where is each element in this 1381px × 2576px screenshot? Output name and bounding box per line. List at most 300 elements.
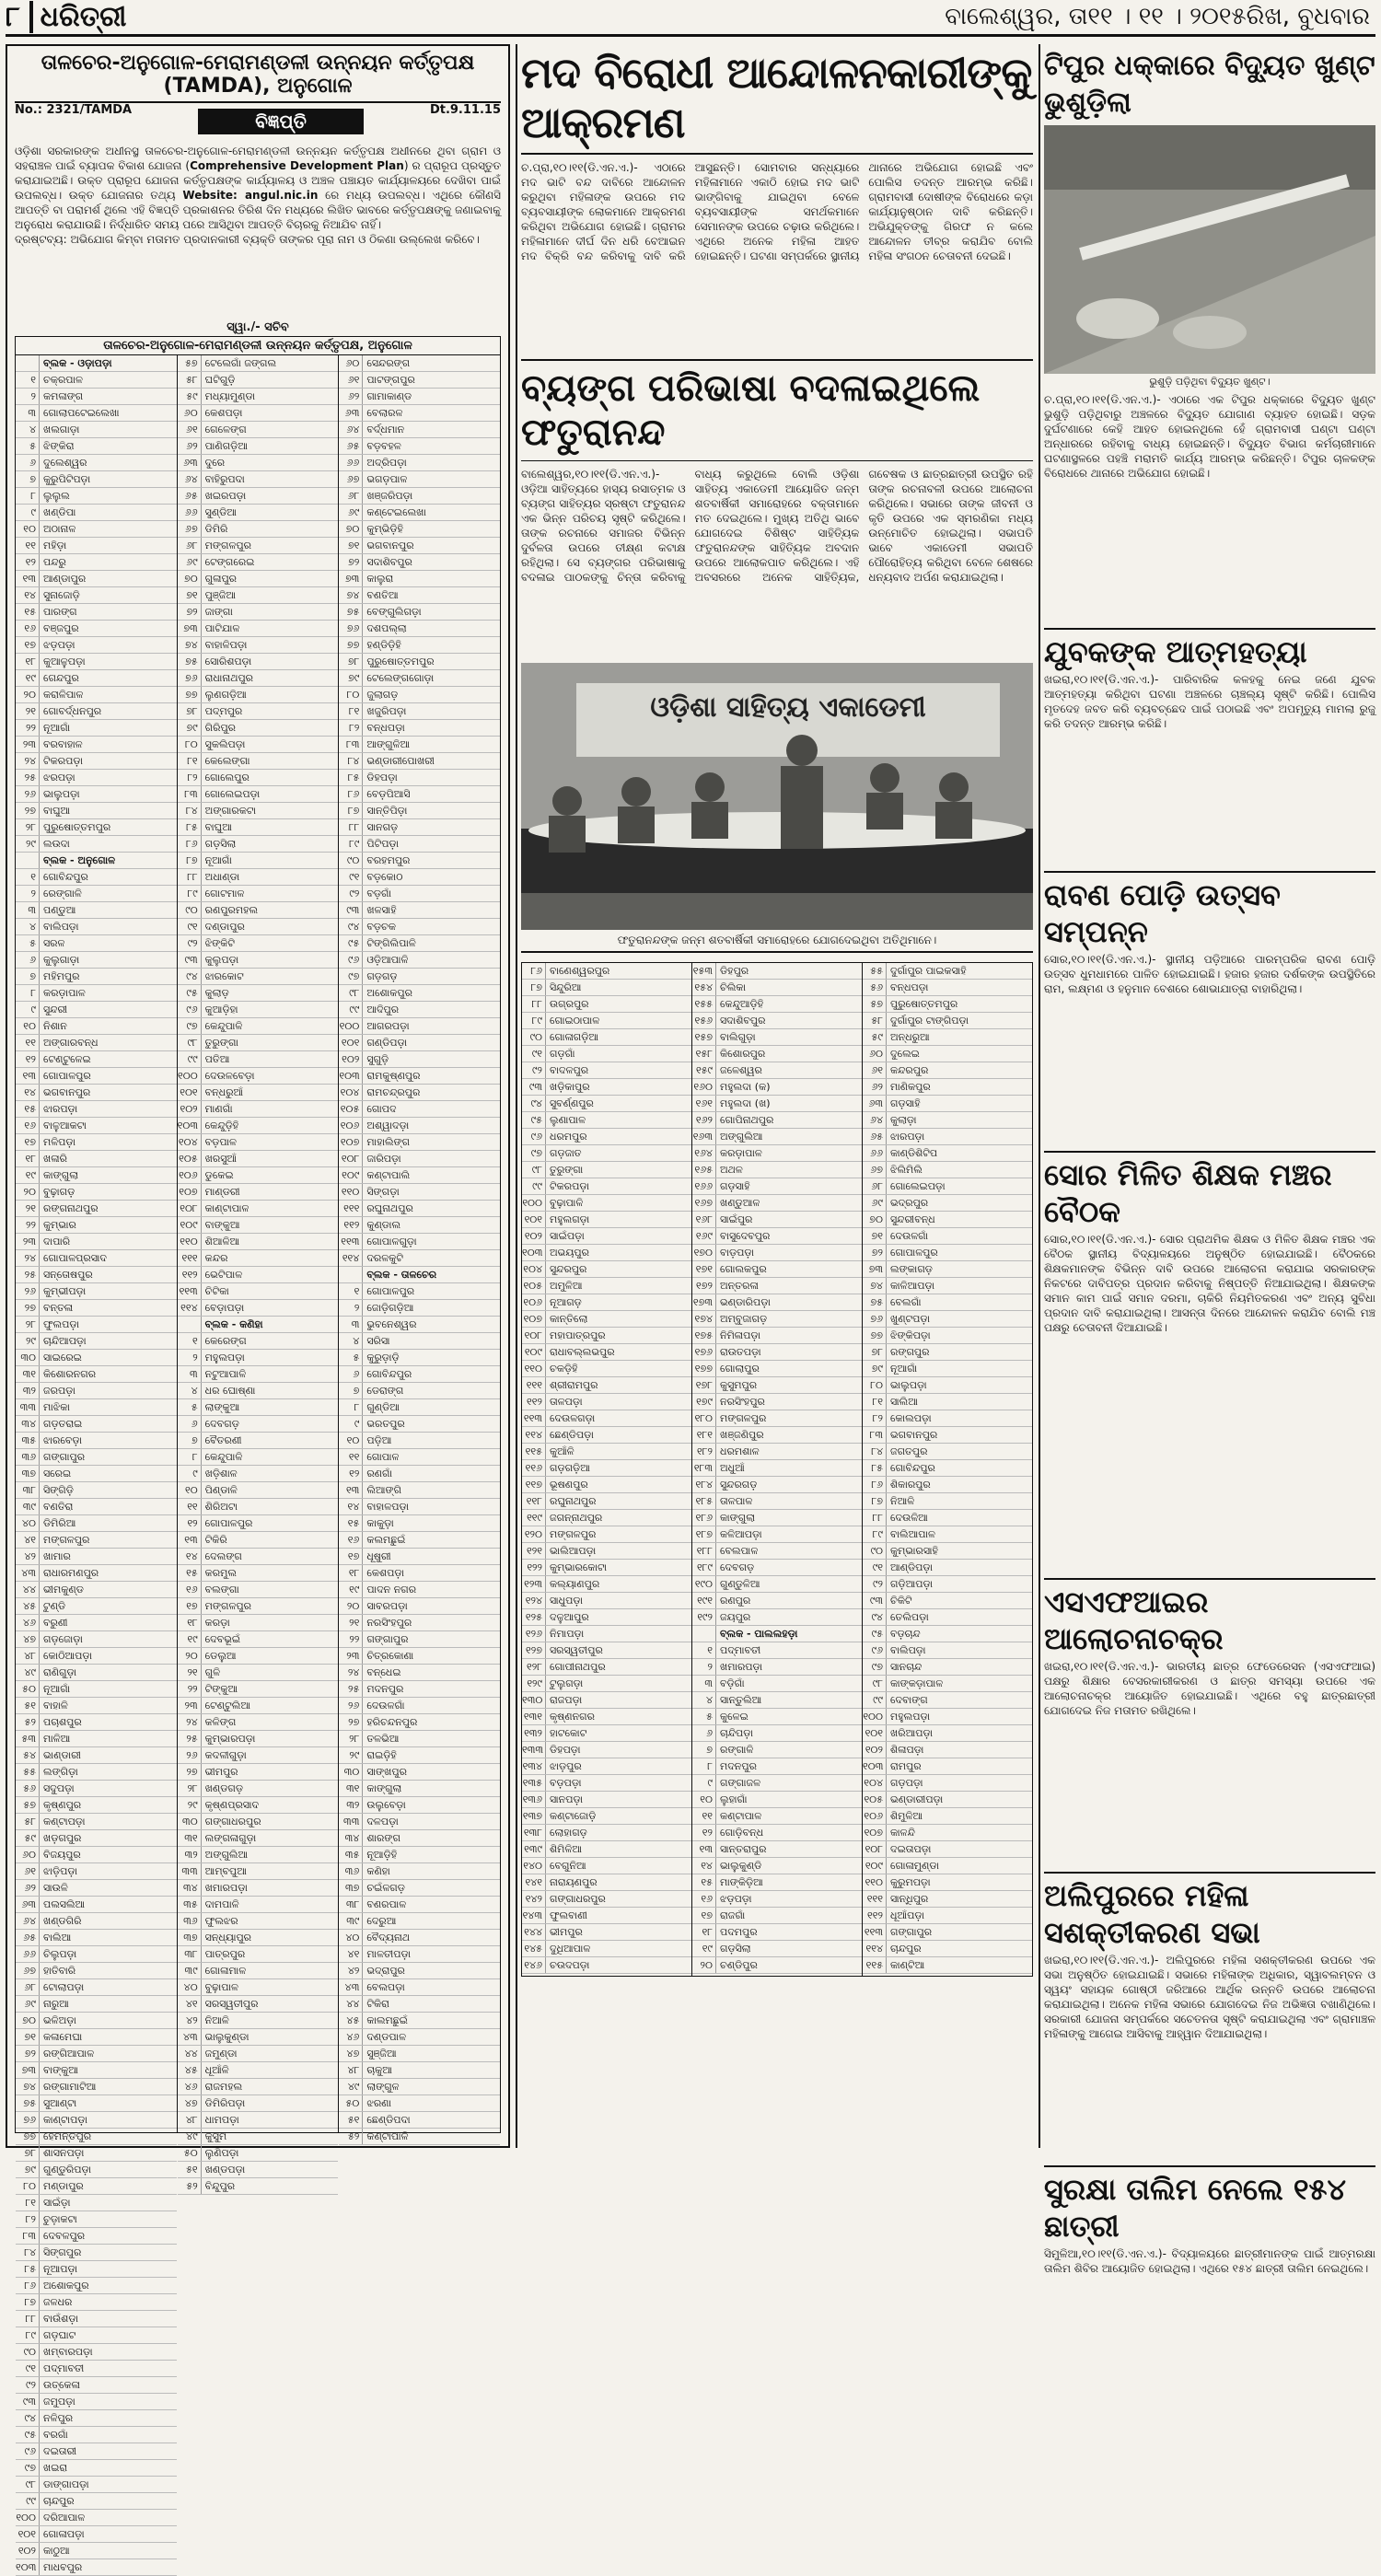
village-name: ରାମପୁର: [890, 1760, 922, 1772]
table-row: [178, 1698, 339, 1714]
village-name: କୁସୁମପୁର: [720, 1379, 758, 1391]
village-name: ସୁଗୁଡ଼ି: [366, 1053, 389, 1065]
row-serial: ୧୨୯: [522, 1676, 546, 1691]
story1-headline: ମଦ ବିରୋଧୀ ଆନ୍ଦୋଳନକାରୀଙ୍କୁ ଆକ୍ରମଣ: [521, 44, 1033, 155]
row-serial: ୧୩୬: [522, 1792, 546, 1807]
table-row: [339, 1814, 500, 1830]
village-name: ଚକଡ଼ିହି: [550, 1363, 578, 1375]
row-serial: ୧୦୩: [16, 2559, 40, 2575]
row-serial: ୩୮: [16, 1482, 40, 1498]
row-serial: ୯୦: [522, 1029, 546, 1045]
row-serial: ୬୨: [16, 1880, 40, 1896]
table-row: [339, 1648, 500, 1665]
row-serial: ୪୭: [16, 1631, 40, 1647]
table-row: [522, 1957, 691, 1974]
table-row: [16, 703, 177, 720]
table-row: [178, 372, 339, 389]
row-serial: ୧୪: [178, 1549, 202, 1564]
village-name: ସଦାଶିବପୁର: [720, 1015, 766, 1027]
table-column: [16, 355, 178, 2573]
village-name: ଶାରଙ୍ଗ: [366, 1832, 400, 1844]
table-row: [692, 1195, 862, 1212]
village-name: ମାଣ୍ଡରୀ: [204, 1186, 240, 1198]
row-serial: ୧୫୬: [692, 1013, 716, 1028]
village-name: ମାଙ୍କିଡ଼ିଆ: [720, 1876, 763, 1888]
village-name: ପୁରୁଷୋତ୍ତମପୁର: [43, 821, 111, 833]
village-name: ଗଡ଼ଘାଟ: [43, 2329, 76, 2341]
village-name: ରଙ୍ଗିଆପାଳ: [43, 2048, 95, 2060]
row-serial: ୪: [16, 919, 40, 934]
table-row: [16, 786, 177, 803]
row-serial: ୪୧: [16, 1532, 40, 1548]
village-name: ବ୍ଲକ - ତାଳଚେର: [366, 1269, 437, 1281]
row-serial: ୮୮: [863, 1510, 887, 1526]
table-row: [16, 438, 177, 455]
village-name: ସୁଞ୍ଜିଆ: [366, 2048, 397, 2060]
village-name: ବଣରପାଳ: [366, 1898, 407, 1910]
row-serial: ୯୬: [863, 1642, 887, 1658]
row-serial: ୧୦୫: [522, 1278, 546, 1294]
notice-body-text: ଓଡ଼ିଶା ସରକାରଙ୍କ ଅଧୀନସ୍ଥ ତାଳଚେର-ଅନୁଗୋଳ-ମେରାମଣ୍ଡଳୀ ଉନ୍ନୟନ କର୍ତ୍ତୃପକ୍ଷ ଅଧୀନରେ ଥିବା ଗ୍ରାମ ଓ ସହରାଞ୍ଚଳ ପାଇଁ ବ୍ୟାପକ ବିକାଶ ଯୋଜନା: [15, 145, 501, 172]
row-serial: ୪୮: [178, 2112, 202, 2128]
village-name: ଖମ୍ବାରପଡ଼ା: [43, 2346, 93, 2358]
table-row: [16, 1714, 177, 1731]
table-row: [16, 2510, 177, 2526]
village-name: ଫୁଲବାଣୀ: [550, 1909, 587, 1921]
table-row: [178, 1847, 339, 1863]
village-name: ଟେଲେଙ୍ଗଗୋଡ଼ା: [366, 672, 435, 684]
table-row: [863, 1808, 1032, 1825]
table-row: [178, 1085, 339, 1101]
row-serial: ୧୦୭: [863, 1825, 887, 1840]
row-serial: ୮୬: [522, 963, 546, 979]
village-name: କନ୍ଦର: [204, 1252, 228, 1264]
table-row: [339, 1399, 500, 1416]
village-name: ସିଙ୍ଗପୁର: [43, 2246, 82, 2258]
village-name: ସାନ୍ତରାପୁର: [720, 1843, 767, 1855]
row-serial: ୯୯: [178, 1051, 202, 1067]
village-name: କୁଲୁପଡ଼ା: [204, 954, 239, 966]
village-name: ସାଇରେଇ: [43, 1352, 82, 1363]
row-serial: ୮୯: [178, 886, 202, 901]
row-serial: ୮୬: [16, 2278, 40, 2293]
row-serial: ୫: [339, 1350, 363, 1365]
table-row: [339, 737, 500, 753]
row-serial: ୩୭: [16, 1466, 40, 1481]
village-name: କାଙ୍କଡ଼ାପାଳ: [890, 1677, 944, 1689]
row-serial: ୧୮୯: [692, 1560, 716, 1575]
village-name: ଚିକିଟି: [890, 1595, 912, 1607]
table-row: [692, 1891, 862, 1908]
table-row: [178, 1283, 339, 1300]
row-serial: ୯୪: [863, 1609, 887, 1625]
row-serial: ୭୨: [339, 554, 363, 570]
table-row: [178, 1863, 339, 1880]
row-serial: ୬୬: [16, 1946, 40, 1962]
table-row: [339, 1184, 500, 1201]
table-row: [178, 654, 339, 670]
row-serial: ୧୮୧: [692, 1427, 716, 1443]
table-row: [339, 1134, 500, 1151]
table-row: [339, 1930, 500, 1946]
table-row: [178, 1648, 339, 1665]
table-row: [16, 621, 177, 637]
table-row: [16, 1681, 177, 1698]
village-name: ଜଗନ୍ନାଥପୁର: [550, 1512, 603, 1524]
row-serial: ୨୦: [178, 1648, 202, 1664]
table-row: [178, 604, 339, 621]
table-column: [522, 963, 692, 1976]
table-row: [692, 1361, 862, 1377]
village-name: ଦରଳକୁଟି: [366, 1252, 403, 1264]
row-serial: ୧୪୪: [522, 1924, 546, 1940]
row-serial: [16, 853, 40, 868]
table-row: [178, 1184, 339, 1201]
village-name: ଅଠାନାଳ: [43, 523, 76, 535]
village-name: କଲମଛୁଇଁ: [366, 1534, 406, 1546]
village-name: ନରସିଂହପୁର: [366, 1617, 412, 1629]
table-row: [339, 587, 500, 604]
village-name: ଗୋଳାମାଳ: [204, 1965, 247, 1977]
notice-body-en: Comprehensive Development Plan: [190, 159, 404, 172]
table-row: [863, 1626, 1032, 1642]
row-serial: ୫୮: [178, 372, 202, 388]
row-serial: ୨୯: [16, 1333, 40, 1349]
row-serial: ୧୨୭: [522, 1642, 546, 1658]
row-serial: ୬୨: [178, 438, 202, 454]
table-row: [16, 1731, 177, 1747]
village-name: ସାଉଳି: [43, 1882, 68, 1894]
table-row: [863, 1609, 1032, 1626]
right-story1-headline: ଟିପୁର ଧକ୍କାରେ ବିଦ୍ୟୁତ ଖୁଣ୍ଟ ଭୁଶୁଡ଼ିଲା: [1044, 50, 1375, 119]
table-row: [178, 969, 339, 985]
village-name: ବରଗାଁ: [43, 2429, 68, 2441]
table-row: [339, 1383, 500, 1399]
village-name: ବଡ଼ପଡ଼ା: [550, 1777, 582, 1789]
table-row: [16, 1068, 177, 1085]
table-row: [863, 1924, 1032, 1941]
table-row: [692, 1510, 862, 1526]
village-name: କେଶପଡ଼ା: [366, 1567, 405, 1579]
table-row: [863, 1278, 1032, 1294]
table-row: [16, 1333, 177, 1350]
table-row: [339, 1234, 500, 1250]
row-serial: ୯୨: [178, 935, 202, 951]
row-serial: ୯୫: [16, 2427, 40, 2443]
row-serial: ୩୫: [178, 1897, 202, 1912]
row-serial: ୯୦: [863, 1543, 887, 1559]
village-name: ଦୁଲେଇ: [890, 1048, 920, 1060]
table-row: [692, 1676, 862, 1692]
table-row: [339, 1913, 500, 1930]
row-serial: ୬୯: [16, 1996, 40, 2012]
row-serial: ୯୭: [16, 2460, 40, 2476]
row-serial: ୧୧୦: [178, 1234, 202, 1249]
table-row: [339, 1897, 500, 1913]
row-serial: ୩: [339, 1317, 363, 1332]
table-row: [339, 1466, 500, 1482]
row-serial: ୮: [16, 985, 40, 1001]
row-serial: ୩୦: [16, 1350, 40, 1365]
village-name: ଦୁଧିଆପାଳ: [550, 1943, 591, 1955]
table-row: [522, 1609, 691, 1626]
table-row: [522, 1858, 691, 1874]
table-row: [16, 2327, 177, 2344]
row-serial: ୧୯: [16, 670, 40, 686]
table-row: [522, 1261, 691, 1278]
table-row: [178, 720, 339, 737]
village-name: ପଣ୍ଡୁଆ: [43, 904, 76, 916]
column-rule: [1039, 44, 1040, 2148]
table-row: [339, 687, 500, 703]
table-row: [692, 1543, 862, 1560]
row-serial: ୬୫: [863, 1129, 887, 1144]
village-name: ଝିଙ୍କିପଡ଼ା: [890, 1329, 931, 1341]
village-name: ପାରଙ୍ଗ: [43, 606, 77, 618]
table-row: [863, 1162, 1032, 1178]
table-row: [863, 963, 1032, 980]
village-name: ଗୋପଦ: [366, 1103, 397, 1115]
row-serial: ୧୮: [16, 654, 40, 669]
row-serial: ୬୧: [178, 422, 202, 437]
table-row: [16, 1250, 177, 1267]
row-serial: ୧୦୩: [339, 1068, 363, 1084]
village-name: ଧରମଶାଳ: [720, 1445, 760, 1457]
village-name: ଗୋପାଳପୁର: [890, 1247, 938, 1259]
row-serial: ୧୮୬: [692, 1510, 716, 1526]
table-row: [178, 2095, 339, 2112]
table-row: [863, 1394, 1032, 1410]
village-name: ବୁଢ଼ାଗଡ଼: [43, 1186, 75, 1198]
row-serial: ୩୩: [339, 1814, 363, 1829]
table-row: [522, 1311, 691, 1328]
village-name: ଦରିଆପାଳ: [43, 2512, 86, 2524]
row-serial: ୬୮: [863, 1178, 887, 1194]
notice-body-text-3: ରେ ମଧ୍ୟ ଉପଲବ୍ଧ। ଏଥିରେ କୌଣସି ଆପତ୍ତି ବା ପରାମର୍ଶ ଥିଲେ ଏହି ବିଜ୍ଞପ୍ତି ପ୍ରକାଶନର ତିରିଶ ଦିନ ମଧ୍ୟରେ ଲିଖିତ ଭାବରେ କର୍ତ୍ତୃପକ୍ଷଙ୍କୁ ଜଣାଇବାକୁ ଅନୁରୋଧ କରାଯାଉଛି। ନିର୍ଦ୍ଧାରିତ ସମୟ ପରେ ଆସିଥିବା ଆପତ୍ତି ବିଚାରକୁ ନିଆଯିବ ନାହିଁ।: [15, 189, 501, 231]
row-serial: ୨୫: [16, 1267, 40, 1282]
table-row: [16, 1747, 177, 1764]
table-row: [863, 1129, 1032, 1145]
right-story5-headline: ଏସଏଫଆଇର ଆଲୋଚନାଚକ୍ର: [1044, 1578, 1375, 1657]
table-row: [178, 1366, 339, 1383]
village-name: ରଣପୁର: [720, 1595, 751, 1607]
village-name: ଚାନ୍ଦିପଡ଼ା: [720, 1727, 753, 1739]
table-row: [339, 389, 500, 405]
row-serial: ୧୬୩: [692, 1129, 716, 1144]
row-serial: ୭୬: [339, 621, 363, 636]
village-name: ଟେଣ୍ଟୁଳେଇ: [43, 1053, 91, 1065]
village-name: ନଳିପୁର: [43, 2412, 74, 2424]
table-row: [178, 819, 339, 836]
table-row: [16, 1449, 177, 1466]
table-row: [522, 980, 691, 996]
village-name: ମାହାଲିଙ୍ଗ: [366, 1136, 411, 1148]
village-name: ବେଲାରଳ: [366, 407, 403, 419]
row-serial: ୯: [692, 1775, 716, 1791]
table-row: [692, 1212, 862, 1228]
village-name: ବେଡ଼ପିଆସି: [366, 788, 411, 800]
row-serial: ୧୪: [339, 1499, 363, 1514]
row-serial: ୫୭: [16, 1797, 40, 1813]
table-row: [178, 1615, 339, 1631]
table-row: [178, 2145, 339, 2162]
row-serial: ୯୮: [863, 1676, 887, 1691]
table-row: [16, 753, 177, 770]
village-name: କାନ୍ତିଲୋ: [550, 1313, 588, 1325]
row-serial: ୧୦୮: [863, 1841, 887, 1857]
row-serial: ୧୩୭: [522, 1808, 546, 1824]
table-row: [692, 1709, 862, 1725]
row-serial: ୭୧: [339, 538, 363, 553]
row-serial: ୬୪: [178, 471, 202, 487]
table-row: [339, 1582, 500, 1598]
village-name: କୋଲପଡ଼ା: [890, 1412, 932, 1424]
village-name: ବ୍ଲକ - କଣିହା: [204, 1318, 263, 1330]
village-name: ଭଗବାନପୁର: [890, 1429, 938, 1441]
row-serial: ୧୦୩: [178, 1118, 202, 1133]
row-serial: ୧୬: [16, 1118, 40, 1133]
row-serial: ୮୧: [16, 2195, 40, 2210]
page-number: ୮: [6, 1, 20, 33]
table-row: [16, 1234, 177, 1250]
row-serial: ୭୨: [863, 1245, 887, 1260]
table-row: [339, 1482, 500, 1499]
table-row: [339, 1565, 500, 1582]
village-name: କୁମ୍ଭିଡ଼ିହି: [366, 523, 403, 535]
table-row: [178, 919, 339, 935]
table-row: [692, 1460, 862, 1477]
table-row: [692, 1410, 862, 1427]
table-row: [522, 1394, 691, 1410]
table-row: [863, 1261, 1032, 1278]
village-name: ଗୋପାଳପୁର: [366, 1285, 415, 1297]
row-serial: ୧୭୭: [692, 1361, 716, 1376]
row-serial: ୭୩: [16, 2062, 40, 2078]
village-name: ମଦନପୁର: [366, 1683, 404, 1695]
village-name: କୁଆଳୁପଡ଼ା: [43, 656, 86, 667]
village-name: ଡିହପୁର: [720, 965, 749, 977]
row-serial: ୧୬୭: [692, 1195, 716, 1211]
row-serial: ୧୬୬: [692, 1178, 716, 1194]
table-row: [16, 1433, 177, 1449]
row-serial: ୨୬: [16, 1283, 40, 1299]
row-serial: ୩୭: [339, 1880, 363, 1896]
village-name: ସୁନ୍ଦରପୁର: [550, 1263, 587, 1275]
row-serial: ୯୫: [522, 1112, 546, 1128]
table-row: [692, 1792, 862, 1808]
table-row: [339, 1549, 500, 1565]
row-serial: ୧୧୧: [863, 1891, 887, 1907]
row-serial: ୨୯: [16, 836, 40, 852]
village-name: କୁମ୍ଭାର: [43, 1219, 76, 1231]
village-name: ବାଡ଼ପଡ଼ା: [720, 1247, 755, 1259]
village-name: ଚଇଁଳଗଡ଼: [366, 1882, 405, 1894]
village-name: ମଙ୍ଗଳପୁର: [204, 540, 251, 551]
table-row: [178, 2079, 339, 2095]
table-row: [339, 505, 500, 521]
right-column: [1044, 44, 1375, 2275]
row-serial: ୬୮: [178, 538, 202, 553]
row-serial: ୬୫: [16, 1930, 40, 1945]
row-serial: ୬୧: [863, 1062, 887, 1078]
row-serial: ୧୨୨: [522, 1560, 546, 1575]
village-name: ବନ୍ତଳା: [43, 1302, 74, 1314]
table-row: [16, 2029, 177, 2046]
table-row: [339, 2013, 500, 2029]
row-serial: ୧: [692, 1642, 716, 1658]
row-serial: ୧୧୪: [522, 1427, 546, 1443]
village-name: ଦେଉଳଗାଁ: [366, 1700, 405, 1712]
table-row: [692, 1808, 862, 1825]
table-row: [16, 687, 177, 703]
row-serial: ୧୧୨: [863, 1908, 887, 1923]
table-row: [863, 1377, 1032, 1394]
village-name: ତାଳପଡ଼ା: [550, 1396, 583, 1408]
story2-headline: ବ୍ୟଙ୍ଗ ପରିଭାଷା ବଦଳାଇଥିଲେ ଫତୁରାନନ୍ଦ: [521, 359, 1033, 461]
table-row: [178, 505, 339, 521]
table-row: [178, 1416, 339, 1433]
table-row: [16, 2195, 177, 2211]
village-name: ବଞ୍ଜପୁର: [43, 622, 79, 634]
village-name: କେନ୍ଦୁଡ଼ିହି: [204, 1120, 239, 1131]
row-serial: ୩: [178, 1366, 202, 1382]
table-row: [339, 1499, 500, 1515]
village-name: ବୈତରଣୀ: [204, 1434, 242, 1446]
village-name: ପଦ୍ମାବତୀ: [720, 1644, 761, 1656]
table-row: [178, 1797, 339, 1814]
row-serial: ୧୦୨: [522, 1228, 546, 1244]
row-serial: ୨୮: [178, 1781, 202, 1796]
row-serial: ୮୪: [16, 2245, 40, 2260]
row-serial: ୬୭: [178, 521, 202, 537]
table-row: [339, 1863, 500, 1880]
row-serial: ୭୮: [178, 703, 202, 719]
row-serial: ୧୦୦: [863, 1709, 887, 1724]
table-row: [339, 786, 500, 803]
table-row: [178, 753, 339, 770]
row-serial: ୧୧୪: [339, 1250, 363, 1266]
table-row: [178, 1482, 339, 1499]
village-name: ଝରପଡ଼ା: [43, 772, 75, 783]
village-name: କେରେଙ୍ଗ: [204, 1335, 247, 1347]
row-serial: ୫: [16, 438, 40, 454]
row-serial: ୧୩୪: [522, 1758, 546, 1774]
row-serial: ୯୨: [863, 1576, 887, 1592]
village-name: ଜମୁପଡ଼ା: [43, 2396, 75, 2408]
table-row: [522, 1278, 691, 1294]
table-row: [863, 1477, 1032, 1493]
row-serial: ୭୭: [863, 1328, 887, 1343]
village-name: ସୁବର୍ଣ୍ଣପୁର: [550, 1097, 594, 1109]
village-name: ଗୋଲେପୁର: [204, 772, 250, 783]
table-row: [16, 1051, 177, 1068]
village-name: ଚୁଡ଼ାକଟା: [43, 2213, 77, 2225]
village-name: ଜୋଡ଼ିଗଡ଼ିଆ: [366, 1302, 414, 1314]
village-name: ଧର ଘୋଷ୍ଣା: [204, 1385, 256, 1397]
table-row: [692, 1560, 862, 1576]
table-row: [692, 1079, 862, 1096]
village-name: ବ୍ଲକ - ଓଡ଼ାପଡ଼ା: [43, 357, 112, 369]
table-row: [178, 1598, 339, 1615]
row-serial: ୨୨: [16, 1217, 40, 1233]
table-row: [16, 1018, 177, 1035]
row-serial: ୮୯: [16, 2327, 40, 2343]
table-row: [692, 1742, 862, 1758]
table-row: [16, 1648, 177, 1665]
row-serial: ୧୦୨: [863, 1742, 887, 1758]
village-name: ଦେବାଙ୍ଗ: [890, 1694, 928, 1706]
row-serial: ୭୪: [16, 2079, 40, 2094]
